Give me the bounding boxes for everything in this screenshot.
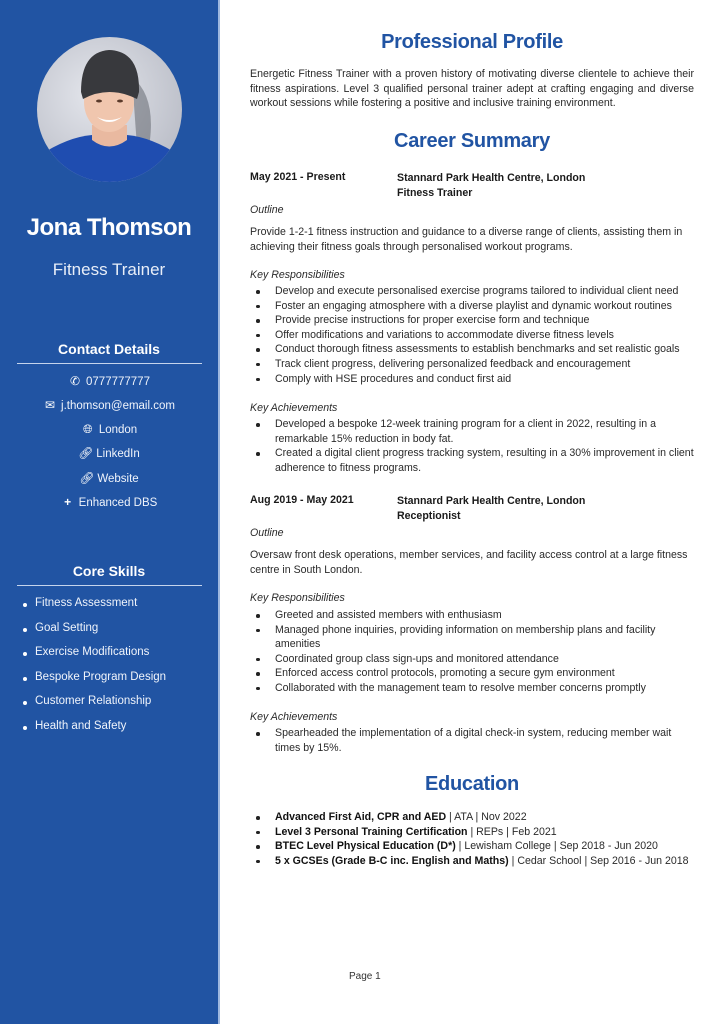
list-item: Offer modifications and variations to accommodate diverse fitness levels — [250, 328, 694, 343]
list-item: Greeted and assisted members with enthusiasm — [250, 608, 694, 623]
divider — [17, 585, 202, 586]
divider — [17, 363, 202, 364]
achievements-list — [250, 417, 694, 475]
responsibilities-label: Key Responsibilities — [250, 269, 345, 281]
skill-item: Health and Safety — [20, 720, 166, 745]
envelope-icon: ✉ — [45, 398, 56, 412]
outline-label: Outline — [250, 527, 284, 539]
contact-phone: ✆ 0777777777 — [69, 374, 150, 388]
education-list — [250, 810, 694, 868]
list-item: Created a digital client progress tracking system, resulting in a 30% improvement in client adherence to fitness programs. — [250, 446, 694, 475]
career-heading: Career Summary — [394, 130, 550, 152]
education-item: Level 3 Personal Training Certification | REPs | Feb 2021 — [250, 825, 694, 840]
candidate-name: Jona Thomson — [26, 214, 192, 241]
job-role: Receptionist — [397, 509, 461, 522]
job-dates: Aug 2019 - May 2021 — [250, 494, 354, 506]
skill-item: Goal Setting — [20, 622, 166, 647]
list-item: Conduct thorough fitness assessments to establish benchmarks and set realistic goals — [250, 342, 694, 357]
profile-heading: Professional Profile — [381, 31, 563, 53]
skills-list — [20, 597, 166, 744]
contact-heading: Contact Details — [58, 341, 160, 357]
job-outline: Provide 1-2-1 fitness instruction and guidance to a diverse range of clients, assisting them in achieving their fitness goals through personalised workout programs. — [250, 226, 683, 253]
avatar — [37, 37, 182, 182]
list-item: Track client progress, delivering personalized feedback and encouragement — [250, 357, 694, 372]
outline-label: Outline — [250, 204, 284, 216]
contact-location: 🌐︎ London — [0, 422, 218, 437]
education-item: BTEC Level Physical Education (D*) | Lewisham College | Sep 2018 - Jun 2020 — [250, 839, 694, 854]
education-heading: Education — [425, 773, 519, 795]
job-role: Fitness Trainer — [397, 186, 473, 199]
achievements-label: Key Achievements — [250, 402, 338, 414]
contact-email[interactable]: ✉ j.thomson@email.com — [45, 398, 175, 412]
globe-icon: 🌐︎ — [83, 422, 93, 436]
profile-photo — [37, 37, 182, 182]
education-item: 5 x GCSEs (Grade B-C inc. English and Maths) | Cedar School | Sep 2016 - Jun 2018 — [250, 854, 694, 869]
list-item: Provide precise instructions for proper exercise form and technique — [250, 313, 694, 328]
profile-text: Energetic Fitness Trainer with a proven history of motivating diverse clientele to achieve their fitness aspirations. Level 3 qualified personal trainer adept at crafting engaging and diverse workout sessions while fostering a positive and inclusive training environment. — [250, 68, 694, 109]
achievements-list — [250, 726, 694, 755]
list-item: Develop and execute personalised exercise programs tailored to individual client need — [250, 284, 694, 299]
contact-website[interactable]: 🔗︎ Website — [79, 471, 139, 485]
education-item: Advanced First Aid, CPR and AED | ATA | Nov 2022 — [250, 810, 694, 825]
achievements-label: Key Achievements — [250, 711, 338, 723]
responsibilities-list — [250, 284, 694, 386]
list-item: Spearheaded the implementation of a digital check-in system, reducing member wait times by 15%. — [250, 726, 694, 755]
skills-heading: Core Skills — [72, 563, 146, 579]
plus-icon: + — [64, 495, 72, 509]
skill-item: Exercise Modifications — [20, 646, 166, 671]
list-item: Coordinated group class sign-ups and monitored attendance — [250, 652, 694, 667]
list-item: Developed a bespoke 12-week training program for a client in 2022, resulting in a remarkable 15% reduction in body fat. — [250, 417, 694, 446]
contact-linkedin[interactable]: 🔗︎ LinkedIn — [78, 446, 140, 460]
responsibilities-label: Key Responsibilities — [250, 592, 345, 604]
link-icon: 🔗︎ — [78, 446, 94, 460]
skill-item: Fitness Assessment — [20, 597, 166, 622]
list-item: Collaborated with the management team to resolve member concerns promptly — [250, 681, 694, 696]
list-item: Enforced access control protocols, promoting a secure gym environment — [250, 666, 694, 681]
job-employer: Stannard Park Health Centre, London Fitness Trainer — [397, 172, 586, 199]
link-icon: 🔗︎ — [79, 471, 95, 485]
skill-item: Customer Relationship — [20, 695, 166, 720]
list-item: Foster an engaging atmosphere with a diverse playlist and dynamic workout routines — [250, 299, 694, 314]
job-employer: Stannard Park Health Centre, London Receptionist — [397, 495, 586, 522]
skill-item: Bespoke Program Design — [20, 671, 166, 696]
sidebar — [0, 0, 218, 1024]
phone-icon: ✆ — [69, 374, 81, 388]
page-number: Page 1 — [349, 971, 381, 982]
responsibilities-list — [250, 608, 694, 696]
contact-dbs: + Enhanced DBS — [0, 495, 218, 509]
job-dates: May 2021 - Present — [250, 171, 346, 183]
candidate-title: Fitness Trainer — [52, 260, 166, 279]
job-outline: Oversaw front desk operations, member services, and facility access control at a large fitness centre in South London. — [250, 549, 688, 576]
sidebar-edge — [218, 0, 220, 1024]
list-item: Managed phone inquiries, providing information on membership plans and facility amenities — [250, 623, 694, 652]
list-item: Comply with HSE procedures and conduct first aid — [250, 372, 694, 387]
